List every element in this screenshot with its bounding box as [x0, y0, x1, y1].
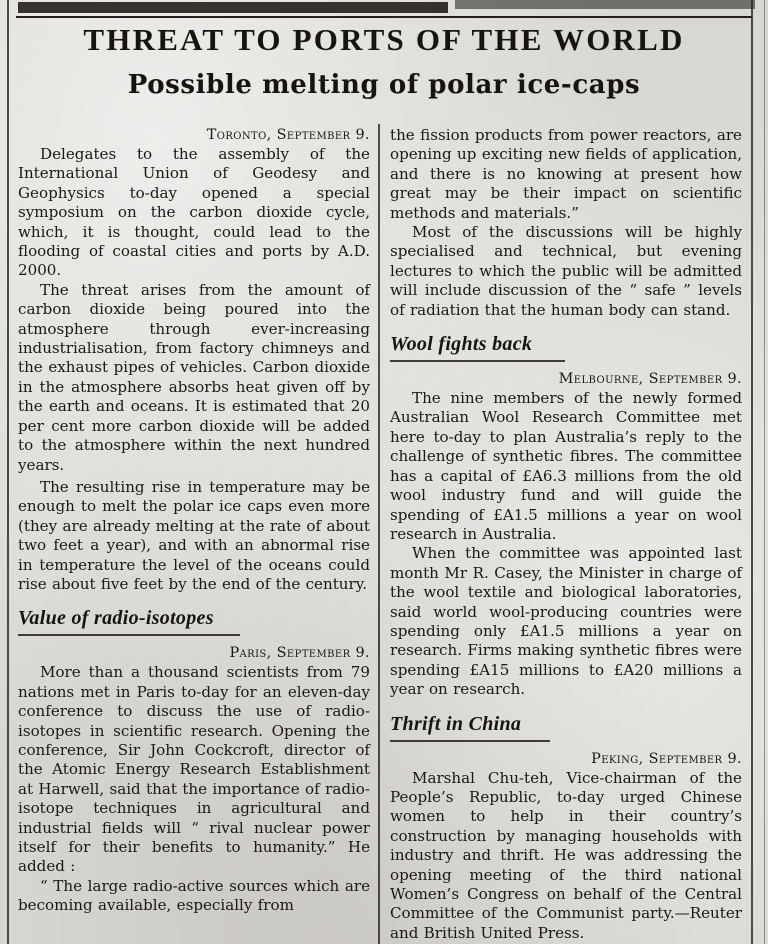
- subhead-label: Value of radio-isotopes: [18, 607, 214, 630]
- paragraph: Most of the discussions will be highly specialised and technical, but evening lectures to which the public will be admitted will include discussion of the “ safe ” levels of radiation that the human body can stand.: [390, 223, 742, 319]
- paragraph: “ The large radio-active sources which are becoming available, especially from: [18, 876, 370, 915]
- paragraph: When the committee was appointed last month Mr R. Casey, the Minister in charge of the wool textile and biological laboratories, said world wool-producing countries were spending only £A1.5 millions a year on research. Firms making synthetic fibres were spending £A15 millions to £A20 millions a year on research.: [390, 544, 742, 699]
- dateline-melbourne: Melbourne, September 9.: [558, 371, 742, 388]
- top-edge-smudge: [18, 2, 448, 13]
- right-column-rule: [751, 0, 753, 944]
- subhead-label: Wool fights back: [390, 333, 533, 356]
- subhead-value-of-radio-isotopes: [18, 607, 370, 636]
- subhead-thrift-in-china: [390, 713, 742, 742]
- page-edge-rule: [764, 0, 765, 944]
- paragraph: The threat arises from the amount of carbon dioxide being poured into the atmosphere through ever-increasing industrialisation, from factory chimneys and the exhaust pipes of vehicles. Carbon dioxide in the atmosphere absorbs heat given off by the earth and oceans. It is estimated that 20 per cent more carbon dioxide will be added to the atmosphere within the next hundred years.: [18, 280, 370, 474]
- dateline-toronto: Toronto, September 9.: [206, 127, 370, 143]
- page-subheadline: Possible melting of polar ice-caps: [127, 70, 641, 100]
- center-column-rule: [378, 124, 380, 944]
- top-edge-smudge-secondary: [455, 0, 755, 9]
- subhead-underline: [390, 740, 550, 742]
- paragraph: The nine members of the newly formed Australian Wool Research Committee met here to-day to plan Australia’s reply to the challenge of synthetic fibres. The committee has a capital of £A6.3 millions from the old wool industry fund and will guide the spending of £A1.5 millions a year on wool research in Australia.: [390, 389, 742, 543]
- paragraph: Marshal Chu-teh, Vice-chairman of the People’s Republic, to-day urged Chinese women to help in their country’s construction by managing households with industry and thrift. He was addressing the opening meeting of the third national Women’s Congress on behalf of the Central Committee of the Communist party.—Reuter and British United Press.: [390, 768, 742, 942]
- dateline-paris: Paris, September 9.: [229, 645, 370, 662]
- paragraph: Delegates to the assembly of the International Union of Geodesy and Geophysics to-day opened a special symposium on the carbon dioxide cycle, which, it is thought, could lead to the flooding of coastal cities and ports by A.D. 2000.: [18, 145, 370, 280]
- paragraph: The resulting rise in temperature may be enough to melt the polar ice caps even more (they are already melting at the rate of about two feet a year), and with an abnormal rise in temperature the level of the oceans could rise about five feet by the end of the century.: [18, 477, 370, 593]
- paragraph: More than a thousand scientists from 79 nations met in Paris to-day for an eleven-day conference to discuss the use of radio-isotopes in scientific research. Opening the conference, Sir John Cockcroft, director of the Atomic Energy Research Establishment at Harwell, said that the importance of radio-isotope techniques in agricultural and industrial fields will “ rival nuclear power itself for their benefits to humanity.” He added :: [18, 663, 370, 876]
- subhead-label: Thrift in China: [390, 712, 522, 735]
- page-headline: THREAT TO PORTS OF THE WORLD: [83, 22, 685, 57]
- subhead-underline: [18, 634, 240, 636]
- subhead-underline: [390, 360, 565, 362]
- dateline-peking: Peking, September 9.: [591, 750, 742, 767]
- top-horizontal-rule: [16, 16, 752, 18]
- subhead-wool-fights-back: [390, 333, 742, 362]
- right-column: [390, 126, 742, 943]
- left-column: [18, 126, 370, 916]
- paragraph: the fission products from power reactors, are opening up exciting new fields of application, and there is no knowing at present how great may be their impact on scientific methods and materials.”: [390, 126, 742, 222]
- left-column-rule: [7, 0, 9, 944]
